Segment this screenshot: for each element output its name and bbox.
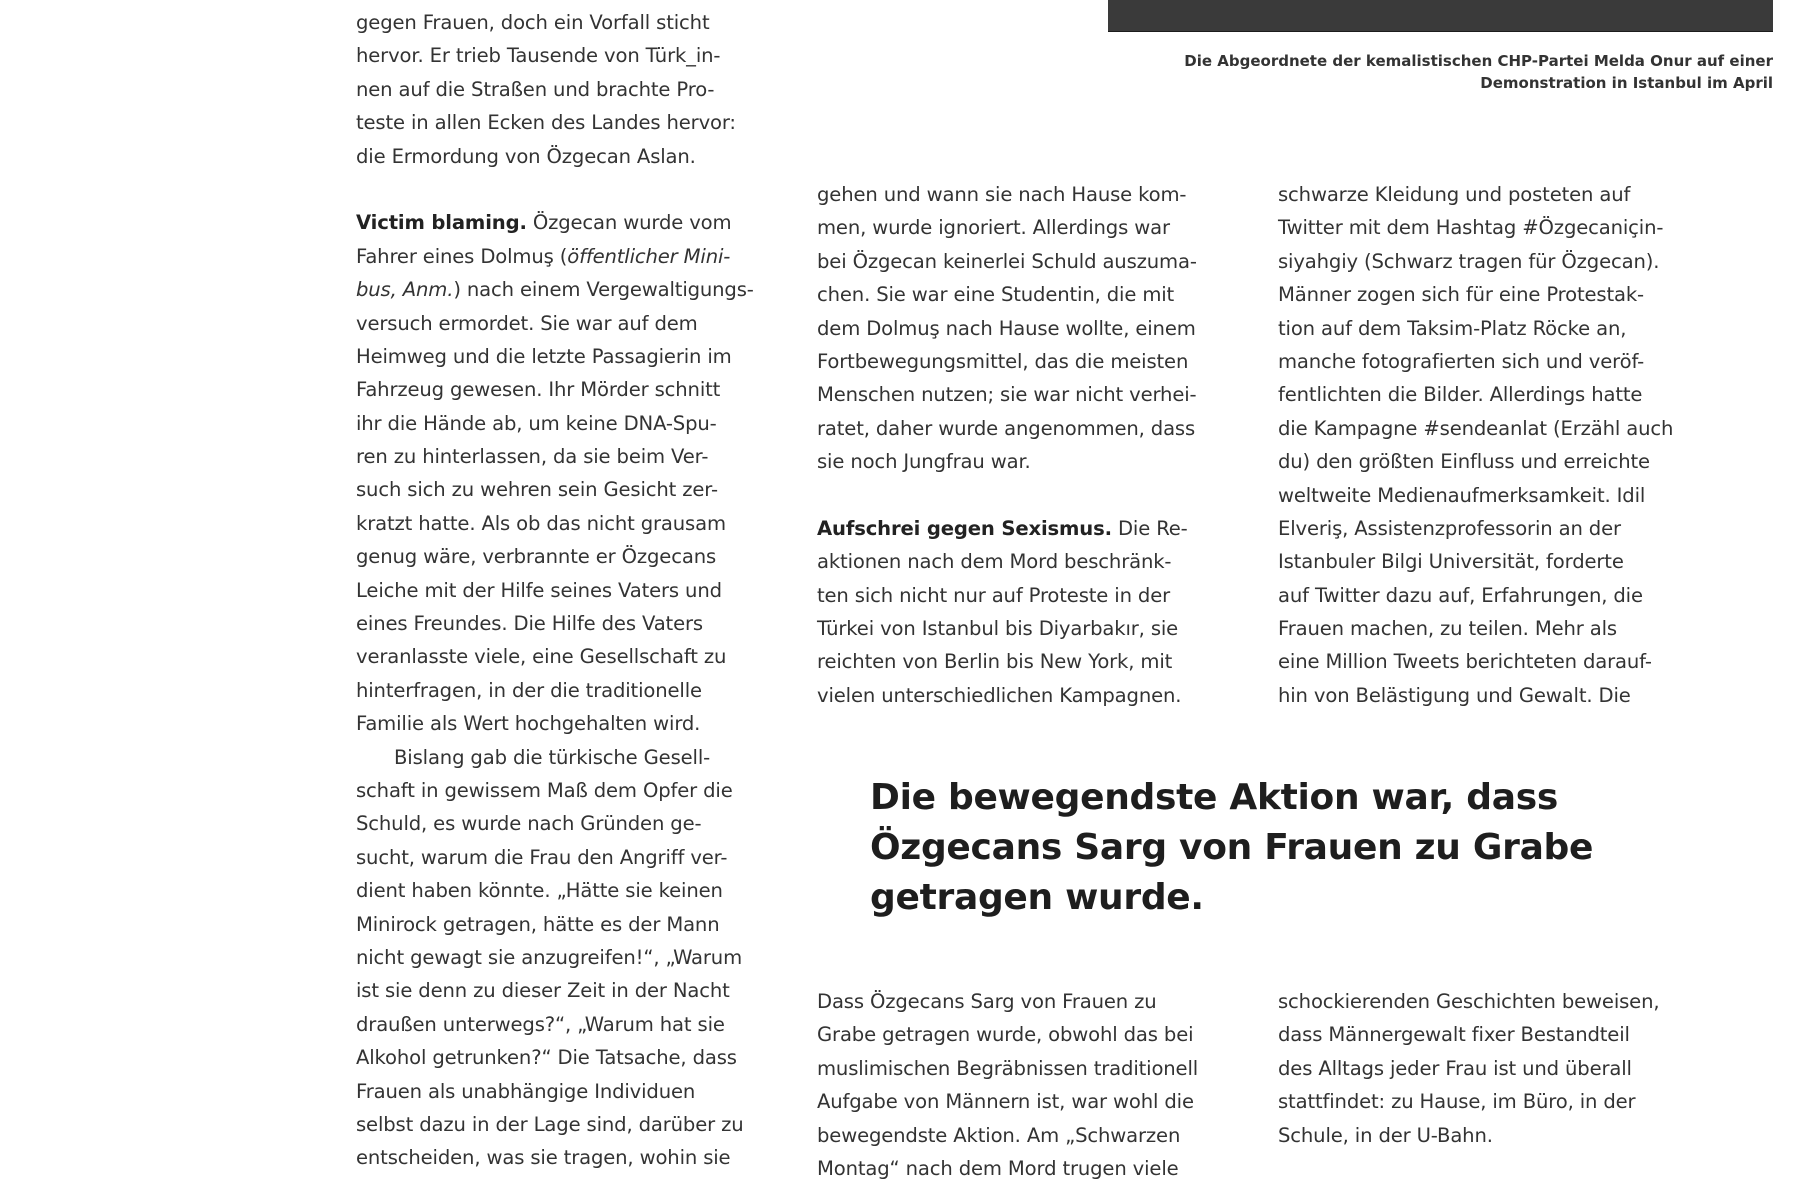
- text-line: such sich zu wehren sein Gesicht zer-: [356, 478, 718, 502]
- text-line: Fortbewegungsmittel, das die meisten: [817, 349, 1189, 373]
- text-line: versuch ermordet. Sie war auf dem: [356, 311, 698, 335]
- section-heading-victim-blaming: Victim blaming.: [356, 211, 527, 235]
- photo-caption: [1000, 50, 1773, 94]
- text-line: hin von Belästigung und Gewalt. Die: [1278, 683, 1631, 707]
- text-line: die Ermordung von Özgecan Aslan.: [356, 144, 696, 168]
- text-line: schaft in gewissem Maß dem Opfer die: [356, 778, 733, 802]
- text-line: Dass Özgecans Sarg von Frauen zu: [817, 990, 1157, 1013]
- text-line: selbst dazu in der Lage sind, darüber zu: [356, 1112, 744, 1136]
- text-line: siyahgiy (Schwarz tragen für Özgecan).: [1278, 249, 1660, 273]
- text-line: bewegendste Aktion. Am „Schwarzen: [817, 1123, 1181, 1147]
- pull-quote-line: Özgecans Sarg von Frauen zu Grabe: [870, 827, 1594, 868]
- text-line: teste in allen Ecken des Landes hervor:: [356, 111, 736, 135]
- text-line: tion auf dem Taksim-Platz Röcke an,: [1278, 316, 1627, 340]
- text-line: vielen unterschiedlichen Kampagnen.: [817, 683, 1182, 707]
- text-run: Die Re-: [1111, 516, 1188, 540]
- paragraph-gap: [817, 479, 1197, 512]
- text-line: hervor. Er trieb Tausende von Türk_in-: [356, 44, 721, 68]
- article-column-3: [1278, 178, 1673, 712]
- italic-note: bus, Anm.: [356, 278, 454, 302]
- italic-note: öffentlicher Mini-: [567, 244, 731, 268]
- text-line: ratet, daher wurde angenommen, dass: [817, 416, 1196, 440]
- text-line: eines Freundes. Die Hilfe des Vaters: [356, 612, 703, 636]
- text-line: sie noch Jungfrau war.: [817, 450, 1031, 474]
- text-line: auf Twitter dazu auf, Erfahrungen, die: [1278, 583, 1643, 607]
- text-line: gehen und wann sie nach Hause kom-: [817, 183, 1187, 206]
- text-line: Montag“ nach dem Mord trugen viele: [817, 1156, 1179, 1180]
- text-line: nen auf die Straßen und brachte Pro-: [356, 77, 715, 101]
- text-line: Minirock getragen, hätte es der Mann: [356, 912, 720, 936]
- text-line: Fahrzeug gewesen. Ihr Mörder schnitt: [356, 378, 721, 402]
- text-line: draußen unterwegs?“, „Warum hat sie: [356, 1012, 725, 1036]
- text-line: hinterfragen, in der die traditionelle: [356, 678, 702, 702]
- text-line: die Kampagne #sendeanlat (Erzähl auch: [1278, 416, 1674, 440]
- text-line: Bislang gab die türkische Gesell-: [394, 745, 711, 769]
- text-line: dass Männergewalt fixer Bestandteil: [1278, 1023, 1630, 1047]
- caption-line: Die Abgeordnete der kemalistischen CHP-Partei Melda Onur auf einer: [1184, 52, 1773, 70]
- text-line: dient haben könnte. „Hätte sie keinen: [356, 879, 723, 903]
- text-line: sucht, warum die Frau den Angriff ver-: [356, 845, 728, 869]
- text-line: schwarze Kleidung und posteten auf: [1278, 183, 1631, 206]
- text-line: gegen Frauen, doch ein Vorfall sticht: [356, 11, 710, 34]
- text-line: du) den größten Einfluss und erreichte: [1278, 450, 1650, 474]
- text-line: nicht gewagt sie anzugreifen!“, „Warum: [356, 945, 743, 969]
- article-column-1: [356, 6, 754, 1175]
- text-line: Männer zogen sich für eine Protestak-: [1278, 283, 1644, 307]
- text-line: Alkohol getrunken?“ Die Tatsache, dass: [356, 1046, 737, 1070]
- paragraph-gap: [356, 173, 754, 206]
- text-line: Frauen machen, zu teilen. Mehr als: [1278, 617, 1617, 641]
- text-line: genug wäre, verbrannte er Özgecans: [356, 545, 717, 569]
- text-line: muslimischen Begräbnissen traditionell: [817, 1056, 1199, 1080]
- text-line: schockierenden Geschichten beweisen,: [1278, 990, 1660, 1013]
- article-column-2: [817, 178, 1197, 712]
- pull-quote: [870, 773, 1593, 923]
- text-line: Leiche mit der Hilfe seines Vaters und: [356, 578, 722, 602]
- text-line: ten sich nicht nur auf Proteste in der: [817, 583, 1171, 607]
- text-line: reichten von Berlin bis New York, mit: [817, 650, 1173, 674]
- text-line: manche fotografierten sich und veröf-: [1278, 349, 1645, 373]
- text-line: Twitter mit dem Hashtag #Özgecaniçin-: [1278, 216, 1664, 240]
- section-first-line: [817, 512, 1197, 545]
- text-line: Istanbuler Bilgi Universität, forderte: [1278, 550, 1624, 574]
- text-line: Türkei von Istanbul bis Diyarbakır, sie: [817, 617, 1179, 641]
- section-first-line: [356, 206, 754, 239]
- text-line: ist sie denn zu dieser Zeit in der Nacht: [356, 979, 730, 1003]
- caption-line: Demonstration in Istanbul im April: [1480, 74, 1773, 92]
- text-line: Schule, in der U-Bahn.: [1278, 1123, 1493, 1147]
- text-line: des Alltags jeder Frau ist und überall: [1278, 1056, 1632, 1080]
- text-line: Schuld, es wurde nach Gründen ge-: [356, 812, 702, 836]
- text-line: Frauen als unabhängige Individuen: [356, 1079, 696, 1103]
- article-column-4: [817, 985, 1198, 1185]
- pull-quote-line: Die bewegendste Aktion war, dass: [870, 777, 1558, 818]
- text-line: eine Million Tweets berichteten darauf-: [1278, 650, 1652, 674]
- article-column-5: [1278, 985, 1659, 1152]
- text-line: Grabe getragen wurde, obwohl das bei: [817, 1023, 1194, 1047]
- text-line: entscheiden, was sie tragen, wohin sie: [356, 1146, 731, 1170]
- pull-quote-line: getragen wurde.: [870, 877, 1204, 918]
- text-line: Elveriş, Assistenzprofessorin an der: [1278, 516, 1621, 540]
- text-line: men, wurde ignoriert. Allerdings war: [817, 216, 1170, 240]
- section-heading-aufschrei: Aufschrei gegen Sexismus.: [817, 516, 1112, 540]
- text-line: veranlasste viele, eine Gesellschaft zu: [356, 645, 727, 669]
- text-run: ) nach einem Vergewaltigungs-: [453, 278, 754, 302]
- text-line: Familie als Wert hochgehalten wird.: [356, 712, 701, 736]
- text-line: [356, 240, 754, 273]
- text-line: fentlichten die Bilder. Allerdings hatte: [1278, 383, 1643, 407]
- text-line: [356, 273, 754, 306]
- text-line: ihr die Hände ab, um keine DNA-Spu-: [356, 411, 717, 435]
- text-line: aktionen nach dem Mord beschränk-: [817, 550, 1172, 574]
- text-line: bei Özgecan keinerlei Schuld auszuma-: [817, 249, 1197, 273]
- text-run: Özgecan wurde vom: [526, 211, 732, 235]
- text-line: weltweite Medienaufmerksamkeit. Idil: [1278, 483, 1646, 507]
- text-line: Menschen nutzen; sie war nicht verhei-: [817, 383, 1197, 407]
- text-line: dem Dolmuş nach Hause wollte, einem: [817, 316, 1196, 340]
- text-run: Fahrer eines Dolmuş (: [356, 244, 568, 268]
- text-line: Heimweg und die letzte Passagierin im: [356, 344, 732, 368]
- text-line: kratzt hatte. Als ob das nicht grausam: [356, 511, 726, 535]
- text-line: Aufgabe von Männern ist, war wohl die: [817, 1090, 1194, 1114]
- text-line: ren zu hinterlassen, da sie beim Ver-: [356, 445, 709, 469]
- text-line: chen. Sie war eine Studentin, die mit: [817, 283, 1175, 307]
- photo-bottom-edge: [1108, 0, 1773, 32]
- text-line: stattfindet: zu Hause, im Büro, in der: [1278, 1090, 1636, 1114]
